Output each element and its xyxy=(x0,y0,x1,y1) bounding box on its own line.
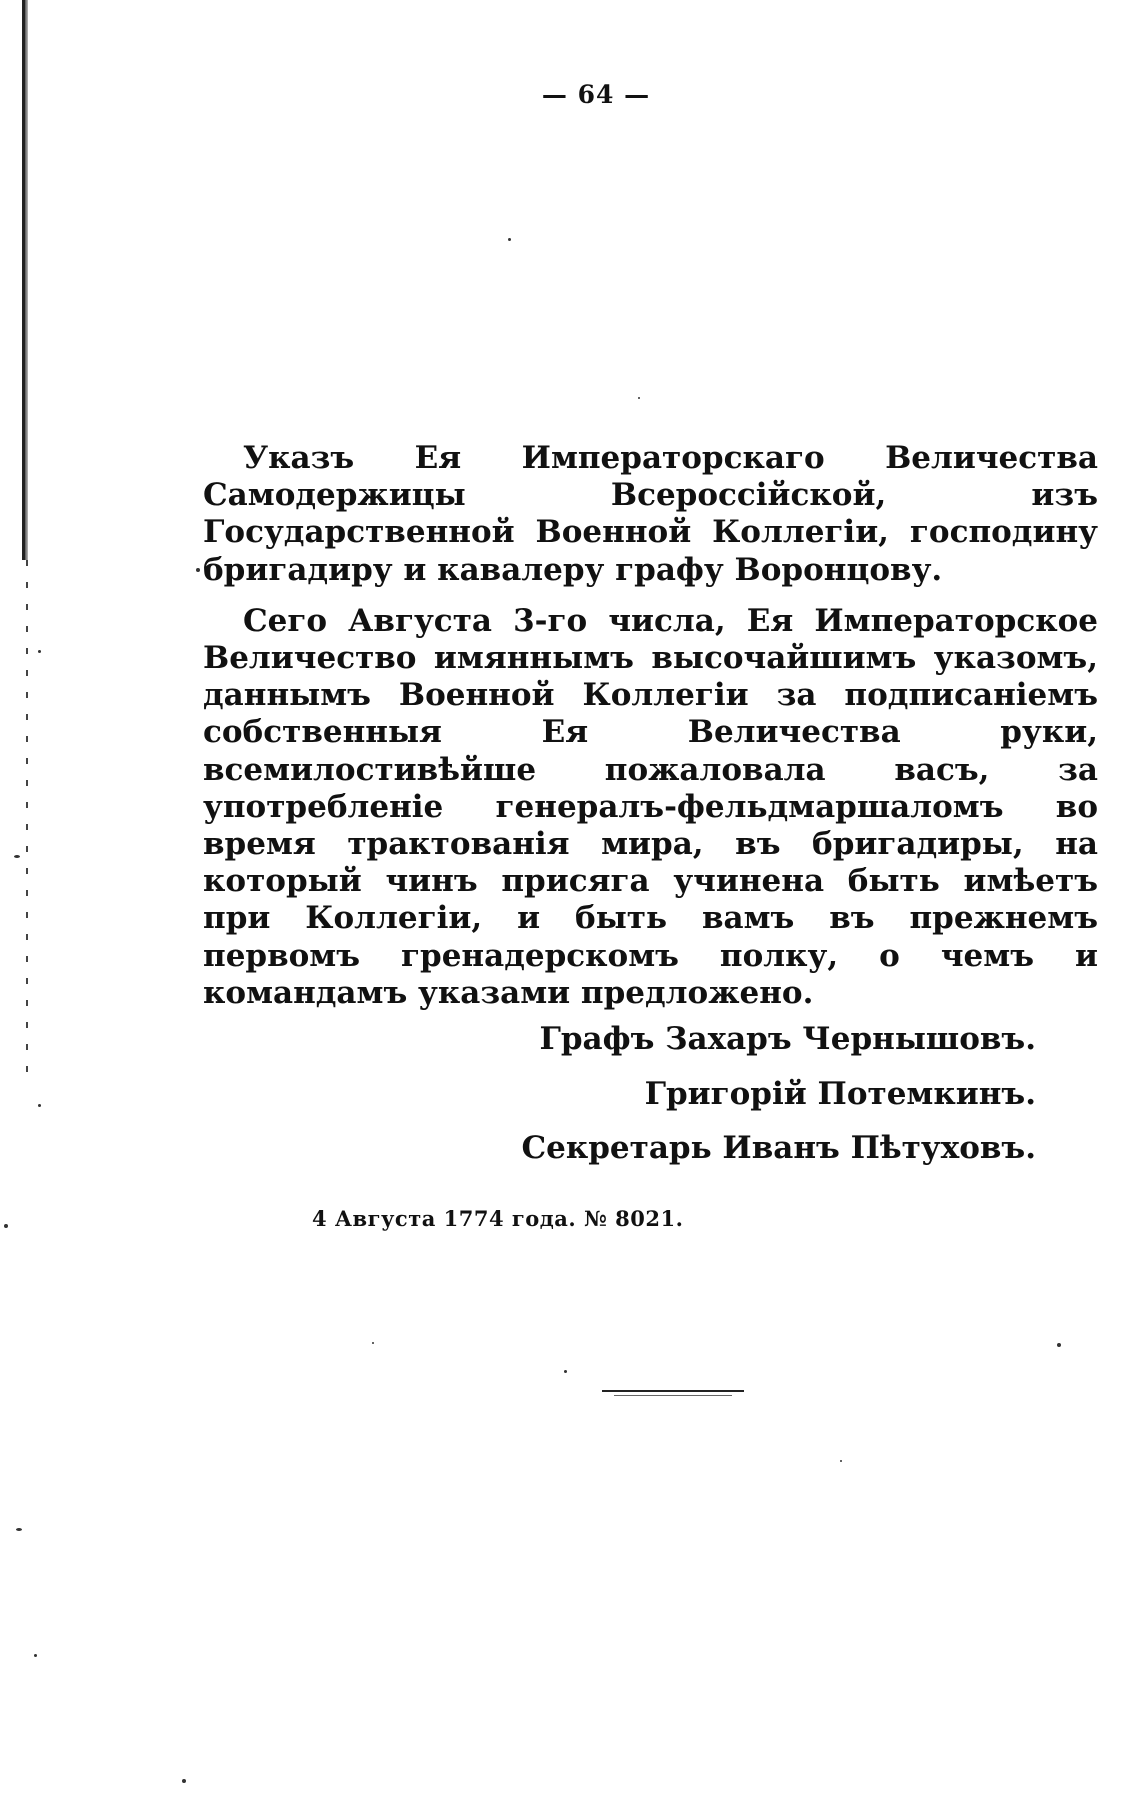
decree-text xyxy=(203,440,1098,1012)
scan-speck xyxy=(508,238,511,241)
scan-speck xyxy=(16,1528,22,1531)
scan-speck xyxy=(14,855,20,858)
scan-speck xyxy=(196,568,200,572)
scan-speck xyxy=(38,650,41,653)
page-number: — 64 — xyxy=(541,80,651,109)
scan-speck xyxy=(840,1460,842,1462)
dateline: 4 Августа 1774 года. № 8021. xyxy=(312,1206,684,1231)
signature-potemkin: Григорій Потемкинъ. xyxy=(644,1076,1036,1112)
end-rule-divider xyxy=(602,1390,744,1392)
scan-speck xyxy=(564,1370,567,1373)
scan-speck xyxy=(372,1342,374,1344)
scan-speck xyxy=(182,1779,186,1783)
decree-title-paragraph: Указъ Ея Императорскаго Величества Самодержицы Всероссійской, изъ Государственной Военной Коллегіи, господину бригадиру и кавалеру графу Воронцову. xyxy=(203,440,1098,588)
scan-speck xyxy=(638,397,640,399)
binding-edge-specks xyxy=(26,560,28,1080)
scan-speck xyxy=(4,1224,8,1228)
scan-speck xyxy=(1057,1343,1061,1347)
scan-speck xyxy=(38,1104,41,1107)
decree-body-paragraph: Сего Августа 3-го числа, Ея Императорское Величество имяннымъ высочайшимъ указомъ, даннымъ Военной Коллегіи за подписаніемъ собственныя Ея Величества руки, всемилостивѣйше пожаловала васъ, за употребленіе генералъ-фельдмаршаломъ во время трактованія мира, въ бригадиры, на который чинъ присяга учинена быть имѣетъ при Коллегіи, и быть вамъ въ прежнемъ первомъ гренадерскомъ полку, о чемъ и командамъ указами предложено. xyxy=(203,602,1098,1011)
scan-speck xyxy=(34,1654,37,1657)
signature-chernyshov: Графъ Захаръ Чернышовъ. xyxy=(539,1021,1036,1057)
signature-petukhov: Секретарь Иванъ Пѣтуховъ. xyxy=(521,1130,1036,1166)
